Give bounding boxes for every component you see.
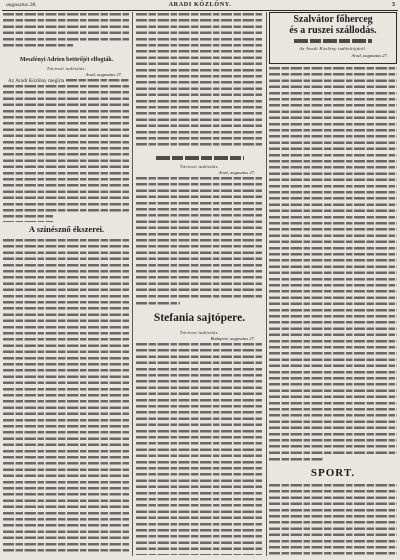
article-body-last-line <box>269 458 324 464</box>
column-text-last-line <box>3 44 73 50</box>
column-2 <box>136 12 263 558</box>
article-body-last-line <box>3 215 53 221</box>
article-headline-illegible <box>156 156 244 160</box>
article-source: Az Aradi Közlöny tudósítójától. <box>299 46 367 51</box>
article-headline: Meszlényi Adrien betörőjét elfogták. <box>19 57 114 63</box>
article-dateline: Arad, augusztus 27. <box>85 72 122 77</box>
article-lead: Az Aradi Közlöny megírta <box>8 78 65 84</box>
column-divider-1 <box>132 12 133 556</box>
article-headline-line-1: Szalvátor főherceg <box>293 14 373 25</box>
article-body <box>269 67 397 457</box>
article-subheadline-illegible <box>294 39 372 43</box>
page-number: 3 <box>391 1 395 8</box>
column-3 <box>269 12 397 558</box>
article-source: Távirati tudósítás. <box>46 66 87 71</box>
newspaper-title: ARADI KÖZLÖNY. <box>168 1 232 8</box>
column-text-continued <box>136 13 263 149</box>
article-body <box>136 343 263 555</box>
subsection-headline: A színésznő ékszerei. <box>28 224 105 234</box>
article-headline: Stefania sajtópere. <box>153 312 246 324</box>
article-dateline: Budapest, augusztus 27. <box>210 336 255 341</box>
sport-section-headline: SPORT. <box>310 467 356 479</box>
article-body <box>3 85 130 215</box>
article-source: Távirati tudósítás. <box>179 330 220 335</box>
header-rule <box>2 10 398 11</box>
issue-date: augusztus 28. <box>6 2 37 8</box>
article-source: Távirati tudósítás. <box>179 164 220 169</box>
article-dateline: Arad, augusztus 27. <box>218 170 255 175</box>
article-body-last-line <box>136 302 180 308</box>
subsection-body <box>3 239 130 555</box>
article-dateline: Arad, augusztus 27. <box>351 53 388 58</box>
article-headline-line-2: és a ruszei szállodás. <box>289 25 377 36</box>
headline-box <box>269 12 397 64</box>
column-text-continued <box>3 13 130 44</box>
sport-section-body <box>269 484 397 555</box>
page-header <box>0 1 400 10</box>
column-divider-2 <box>266 12 267 556</box>
column-1 <box>3 12 130 558</box>
article-body <box>136 177 263 301</box>
